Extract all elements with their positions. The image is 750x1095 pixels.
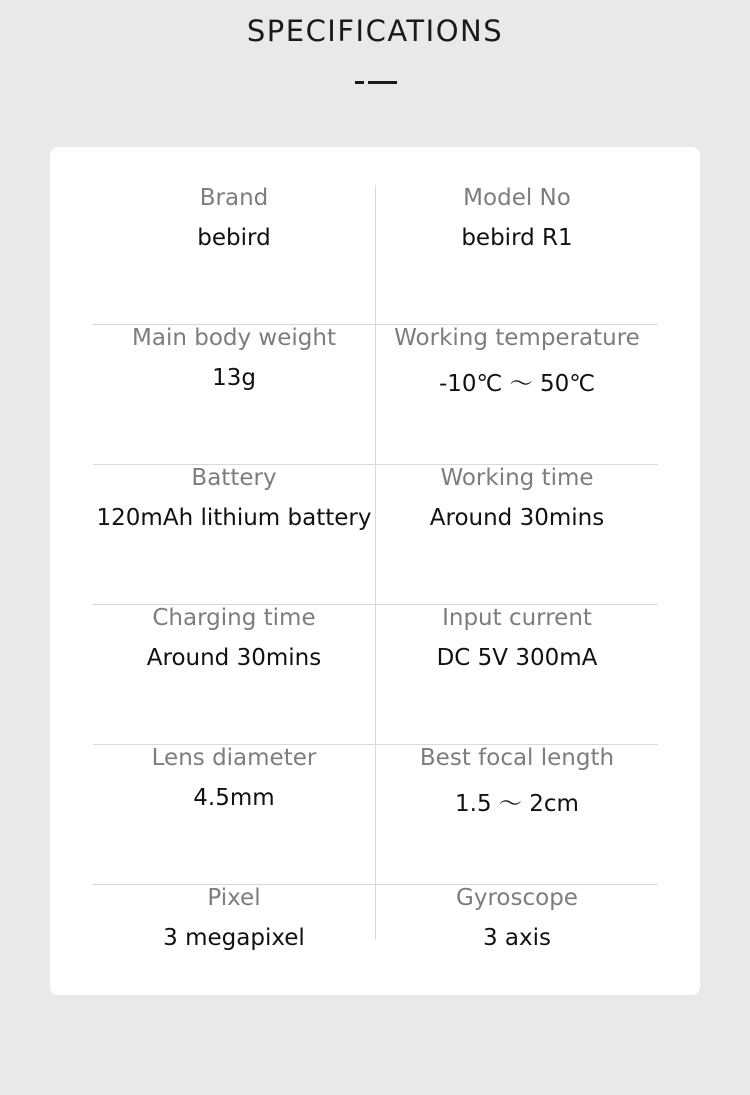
spec-cell-working-temperature [376,325,658,465]
spec-value: DC 5V 300mA [436,645,598,671]
spec-label: Gyroscope [456,885,578,911]
spec-value: Around 30mins [429,505,605,531]
spec-cell-battery [93,465,375,605]
spec-cell-charging-time [93,605,375,745]
title-underline-short-segment [355,81,364,84]
spec-cell-brand [93,185,375,325]
spec-cell-main-body-weight [93,325,375,465]
specifications-grid [93,185,658,951]
spec-cell-gyroscope [376,885,658,1025]
spec-value: 120mAh lithium battery [96,505,372,531]
spec-value: 13g [212,365,256,391]
spec-row [93,465,658,605]
spec-row [93,885,658,1025]
spec-value: Around 30mins [146,645,322,671]
spec-value: bebird [197,225,271,251]
page-header [0,0,750,120]
spec-label: Brand [199,185,269,211]
spec-row [93,745,658,885]
spec-label: Pixel [207,885,261,911]
spec-label: Input current [442,605,592,631]
spec-row [93,605,658,745]
spec-cell-pixel [93,885,375,1025]
spec-value: 3 axis [482,925,552,951]
spec-cell-lens-diameter [93,745,375,885]
spec-value: bebird R1 [461,225,573,251]
spec-label: Lens diameter [151,745,317,771]
spec-label: Main body weight [132,325,336,351]
spec-row [93,185,658,325]
spec-cell-working-time [376,465,658,605]
spec-label: Battery [191,465,277,491]
spec-cell-model-no [376,185,658,325]
page-title: SPECIFICATIONS [246,14,504,48]
spec-value: 4.5mm [193,785,275,811]
spec-label: Working temperature [394,325,640,351]
spec-value: 1.5 ～ 2cm [455,791,579,817]
spec-value: 3 megapixel [163,925,305,951]
spec-label: Model No [463,185,571,211]
spec-row [93,325,658,465]
spec-label: Best focal length [419,745,615,771]
spec-cell-input-current [376,605,658,745]
title-underline-divider [355,81,397,84]
spec-label: Working time [440,465,594,491]
specifications-card [50,147,700,995]
spec-label: Charging time [152,605,316,631]
spec-cell-best-focal-length [376,745,658,885]
title-underline-long-segment [368,81,397,84]
spec-value: -10℃ ～ 50℃ [438,371,596,397]
